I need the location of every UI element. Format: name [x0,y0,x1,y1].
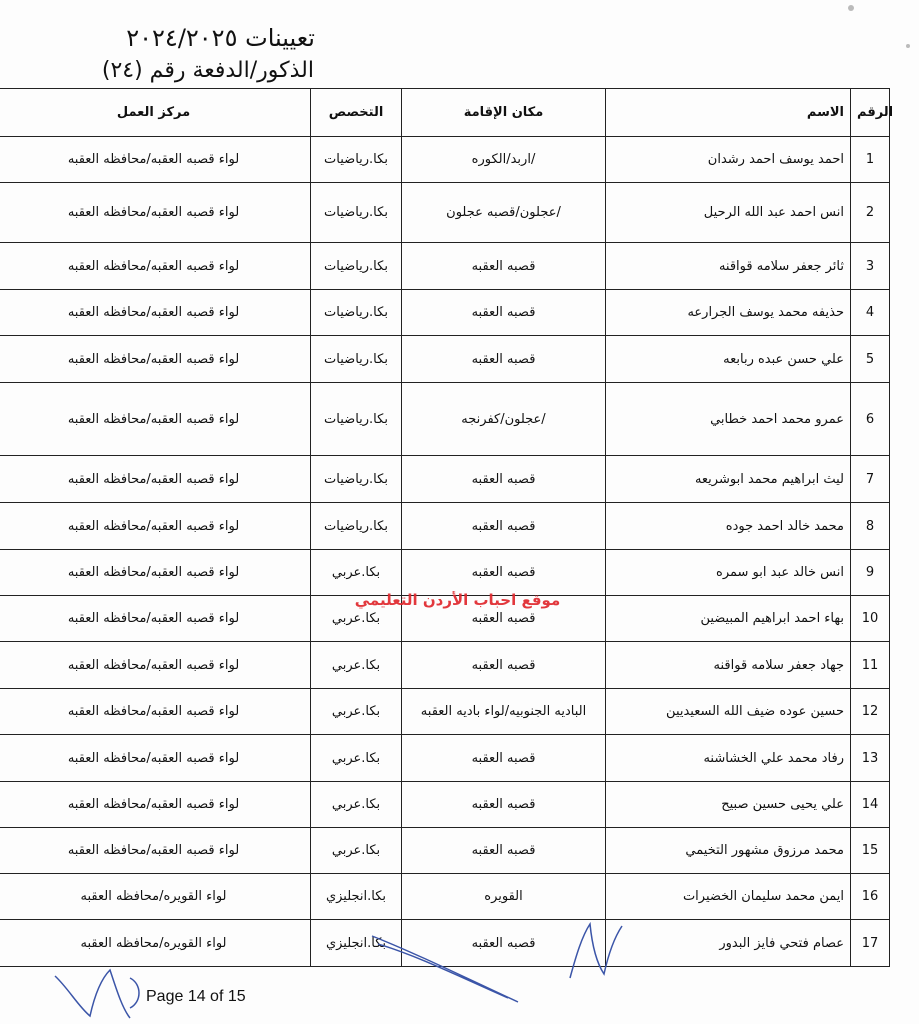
table-row [0,735,890,782]
page-footer: Page 14 of 15 [146,988,246,1005]
residence-cell: /عجلون/قصبه عجلون [402,183,606,243]
workplace-cell: لواء القويره/محافظه العقبه [0,920,311,967]
residence-cell: قصبه العقبه [402,290,606,336]
table-row [0,183,890,243]
residence-cell: قصبه العقبه [402,782,606,828]
workplace-cell: لواء قصبه العقبه/محافظه العقبه [0,183,311,243]
workplace-cell: لواء قصبه العقبه/محافظه العقبه [0,782,311,828]
workplace-cell: لواء قصبه العقبه/محافظه العقبه [0,735,311,782]
row-number-cell: 12 [851,689,890,735]
header-residence: مكان الإقامة [402,89,606,137]
table-row [0,383,890,456]
residence-cell: قصبه العقبه [402,503,606,550]
workplace-cell: لواء قصبه العقبه/محافظه العقبه [0,456,311,503]
scan-speck [848,5,854,11]
specialization-cell: بكا.رياضيات [311,137,402,183]
signature-left [50,958,160,1022]
residence-cell: قصبه العقبه [402,828,606,874]
row-number-cell: 16 [851,874,890,920]
table-row [0,689,890,735]
residence-cell: قصبه العقبه [402,920,606,967]
specialization-cell: بكا.عربي [311,735,402,782]
name-cell: حذيفه محمد يوسف الجرارعه [606,290,851,336]
table-row [0,782,890,828]
name-cell: ايمن محمد سليمان الخضيرات [606,874,851,920]
workplace-cell: لواء قصبه العقبه/محافظه العقبه [0,290,311,336]
workplace-cell: لواء قصبه العقبه/محافظه العقبه [0,642,311,689]
residence-cell: /عجلون/كفرنجه [402,383,606,456]
residence-cell: قصبه العقبه [402,243,606,290]
row-number-cell: 4 [851,290,890,336]
row-number-cell: 10 [851,596,890,642]
name-cell: عمرو محمد احمد خطابي [606,383,851,456]
specialization-cell: بكا.عربي [311,550,402,596]
name-cell: حسين عوده ضيف الله السعيديين [606,689,851,735]
name-cell: رفاد محمد علي الخشاشنه [606,735,851,782]
table-row [0,336,890,383]
residence-cell: القويره [402,874,606,920]
workplace-cell: لواء القويره/محافظه العقبه [0,874,311,920]
table-row [0,642,890,689]
workplace-cell: لواء قصبه العقبه/محافظه العقبه [0,336,311,383]
header-workplace: مركز العمل [0,89,311,137]
name-cell: علي يحيى حسين صبيح [606,782,851,828]
row-number-cell: 13 [851,735,890,782]
workplace-cell: لواء قصبه العقبه/محافظه العقبه [0,689,311,735]
name-cell: ثائر جعفر سلامه قواقنه [606,243,851,290]
workplace-cell: لواء قصبه العقبه/محافظه العقبه [0,243,311,290]
specialization-cell: بكا.انجليزي [311,874,402,920]
workplace-cell: لواء قصبه العقبه/محافظه العقبه [0,137,311,183]
table-header-row [0,89,890,137]
specialization-cell: بكا.عربي [311,596,402,642]
table-row [0,243,890,290]
row-number-cell: 15 [851,828,890,874]
row-number-cell: 6 [851,383,890,456]
document-title: تعيينات ٢٠٢٤/٢٠٢٥ [126,24,315,52]
table-row [0,828,890,874]
name-cell: بهاء احمد ابراهيم المبيضين [606,596,851,642]
residence-cell: الباديه الجنوبيه/لواء باديه العقبه [402,689,606,735]
table-row [0,137,890,183]
name-cell: احمد يوسف احمد رشدان [606,137,851,183]
header-number: الرقم [851,89,890,137]
specialization-cell: بكا.رياضيات [311,456,402,503]
workplace-cell: لواء قصبه العقبه/محافظه العقبه [0,383,311,456]
specialization-cell: بكا.رياضيات [311,290,402,336]
specialization-cell: بكا.رياضيات [311,243,402,290]
table-row [0,874,890,920]
row-number-cell: 1 [851,137,890,183]
table-row [0,503,890,550]
workplace-cell: لواء قصبه العقبه/محافظه العقبه [0,503,311,550]
row-number-cell: 3 [851,243,890,290]
residence-cell: قصبه العقبه [402,735,606,782]
table-row [0,456,890,503]
row-number-cell: 5 [851,336,890,383]
residence-cell: قصبه العقبه [402,596,606,642]
signature-center [368,930,528,1010]
name-cell: جهاد جعفر سلامه قواقنه [606,642,851,689]
row-number-cell: 7 [851,456,890,503]
name-cell: عصام فتحي فايز البدور [606,920,851,967]
name-cell: محمد خالد احمد جوده [606,503,851,550]
residence-cell: قصبه العقبه [402,336,606,383]
table-row [0,550,890,596]
name-cell: انس احمد عبد الله الرحيل [606,183,851,243]
name-cell: محمد مرزوق مشهور التخيمي [606,828,851,874]
specialization-cell: بكا.رياضيات [311,383,402,456]
row-number-cell: 11 [851,642,890,689]
specialization-cell: بكا.عربي [311,642,402,689]
name-cell: ليث ابراهيم محمد ابوشريعه [606,456,851,503]
row-number-cell: 9 [851,550,890,596]
scan-speck [906,44,910,48]
residence-cell: قصبه العقبه [402,642,606,689]
assignments-table [0,88,894,967]
specialization-cell: بكا.عربي [311,689,402,735]
row-number-cell: 14 [851,782,890,828]
residence-cell: قصبه العقبه [402,550,606,596]
specialization-cell: بكا.عربي [311,782,402,828]
name-cell: انس خالد عبد ابو سمره [606,550,851,596]
header-name: الاسم [606,89,851,137]
residence-cell: /اربد/الكوره [402,137,606,183]
document-subtitle: الذكور/الدفعة رقم (٢٤) [101,58,314,83]
row-number-cell: 17 [851,920,890,967]
specialization-cell: بكا.رياضيات [311,503,402,550]
specialization-cell: بكا.انجليزي [311,920,402,967]
workplace-cell: لواء قصبه العقبه/محافظه العقبه [0,550,311,596]
workplace-cell: لواء قصبه العقبه/محافظه العقبه [0,828,311,874]
specialization-cell: بكا.رياضيات [311,336,402,383]
row-number-cell: 8 [851,503,890,550]
name-cell: علي حسن عبده ربابعه [606,336,851,383]
table-row [0,290,890,336]
workplace-cell: لواء قصبه العقبه/محافظه العقبه [0,596,311,642]
residence-cell: قصبه العقبه [402,456,606,503]
header-specialization: التخصص [311,89,402,137]
signature-right [560,916,630,986]
row-number-cell: 2 [851,183,890,243]
watermark: موقع احباب الأردن التعليمي [354,591,561,609]
specialization-cell: بكا.عربي [311,828,402,874]
specialization-cell: بكا.رياضيات [311,183,402,243]
